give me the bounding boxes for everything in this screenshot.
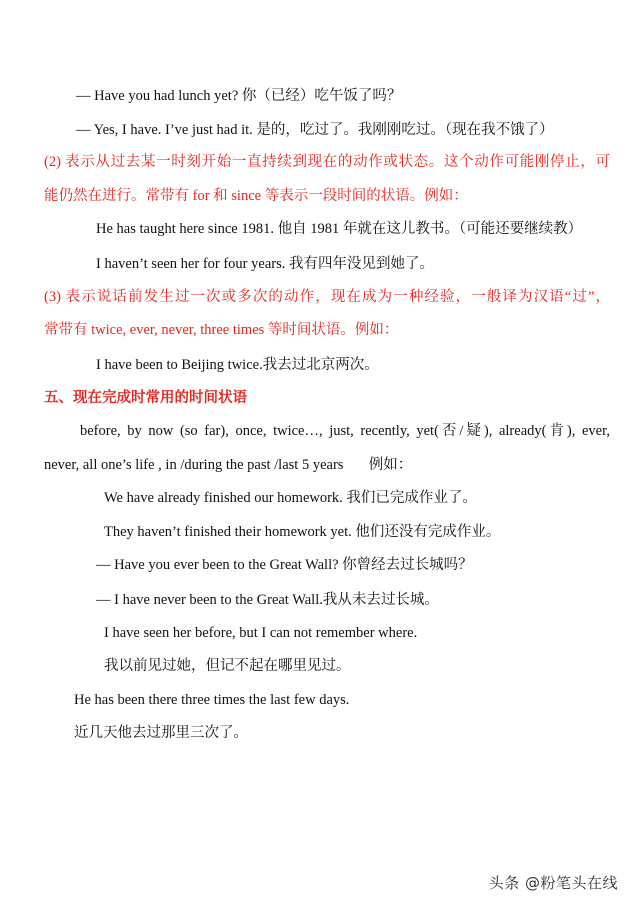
adverbials-line-1: before, by now (so far), once, twice…, just, recently, yet(否/疑), already(肯), ever, [80, 423, 610, 439]
usage-2-line-2: 能仍然在进行。常带有 for 和 since 等表示一段时间的状语。例如： [44, 188, 468, 204]
adverbials-line-2: never, all one’s life , in /during the past /last 5 years 例如： [44, 457, 413, 473]
usage-2-line-1: (2) 表示从过去某一时刻开始一直持续到现在的动作或状态。这个动作可能刚停止，可 [44, 154, 610, 170]
example-sentence: He has been there three times the last few days. [74, 692, 350, 708]
watermark-text: 头条 @粉笔头在线 [488, 874, 618, 892]
example-sentence: I have been to Beijing twice.我去过北京两次。 [96, 357, 379, 373]
example-sentence: They haven’t finished their homework yet. 他们还没有完成作业。 [104, 524, 501, 540]
dialogue-line-answer: — I have never been to the Great Wall.我从未去过长城。 [96, 592, 439, 608]
dialogue-line-answer: — Yes, I have. I’ve just had it. 是的，吃过了。我刚刚吃过。（现在我不饿了） [76, 122, 554, 138]
example-translation: 近几天他去过那里三次了。 [74, 725, 248, 741]
example-sentence: I haven’t seen her for four years. 我有四年没见到她了。 [96, 256, 434, 272]
section-heading: 五、现在完成时常用的时间状语 [44, 390, 247, 406]
example-sentence: We have already finished our homework. 我们已完成作业了。 [104, 490, 477, 506]
dialogue-line-question: — Have you had lunch yet? 你（已经）吃午饭了吗？ [76, 88, 402, 104]
usage-3-line-2: 常带有 twice, ever, never, three times 等时间状语。例如： [44, 322, 399, 338]
dialogue-line-question: — Have you ever been to the Great Wall? 你曾经去过长城吗？ [96, 557, 473, 573]
example-translation: 我以前见过她，但记不起在哪里见过。 [104, 658, 351, 674]
example-sentence: He has taught here since 1981. 他自 1981 年就在这儿教书。（可能还要继续教） [96, 221, 583, 237]
example-sentence: I have seen her before, but I can not remember where. [104, 625, 418, 641]
usage-3-line-1: (3) 表示说话前发生过一次或多次的动作，现在成为一种经验，一般译为汉语“过”， [44, 289, 610, 305]
